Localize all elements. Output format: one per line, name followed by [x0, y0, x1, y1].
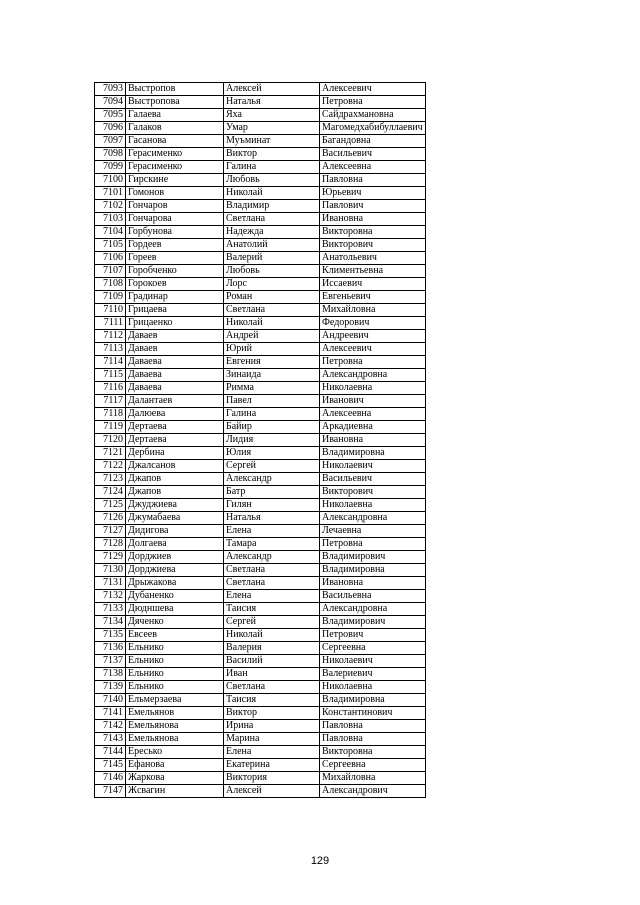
row-number-cell: 7113	[95, 343, 126, 356]
row-number-cell: 7142	[95, 720, 126, 733]
row-number-cell: 7095	[95, 109, 126, 122]
row-number-cell: 7121	[95, 447, 126, 460]
table-row	[95, 655, 426, 668]
row-number-cell: 7129	[95, 551, 126, 564]
table-row	[95, 252, 426, 265]
row-number-cell: 7132	[95, 590, 126, 603]
first-name-cell: Галина	[224, 161, 320, 174]
first-name-cell: Андрей	[224, 330, 320, 343]
first-name-cell: Галина	[224, 408, 320, 421]
first-name-cell: Светлана	[224, 564, 320, 577]
last-name-cell: Гореев	[126, 252, 224, 265]
last-name-cell: Дубаненко	[126, 590, 224, 603]
last-name-cell: Долгаева	[126, 538, 224, 551]
table-row	[95, 590, 426, 603]
table-row	[95, 694, 426, 707]
table-row	[95, 200, 426, 213]
first-name-cell: Светлана	[224, 304, 320, 317]
first-name-cell: Байир	[224, 421, 320, 434]
table-row	[95, 785, 426, 798]
last-name-cell: Выстропов	[126, 83, 224, 96]
row-number-cell: 7147	[95, 785, 126, 798]
row-number-cell: 7114	[95, 356, 126, 369]
patronymic-cell: Васильевна	[320, 590, 426, 603]
last-name-cell: Даваев	[126, 330, 224, 343]
table-row	[95, 122, 426, 135]
row-number-cell: 7111	[95, 317, 126, 330]
patronymic-cell: Ивановна	[320, 213, 426, 226]
patronymic-cell: Климентьевна	[320, 265, 426, 278]
patronymic-cell: Александрович	[320, 785, 426, 798]
patronymic-cell: Евгеньевич	[320, 291, 426, 304]
first-name-cell: Владимир	[224, 200, 320, 213]
last-name-cell: Галаева	[126, 109, 224, 122]
table-row	[95, 304, 426, 317]
patronymic-cell: Павлович	[320, 200, 426, 213]
patronymic-cell: Алексеевич	[320, 343, 426, 356]
table-row	[95, 447, 426, 460]
row-number-cell: 7126	[95, 512, 126, 525]
patronymic-cell: Васильевич	[320, 473, 426, 486]
first-name-cell: Николай	[224, 317, 320, 330]
patronymic-cell: Константинович	[320, 707, 426, 720]
last-name-cell: Евсеев	[126, 629, 224, 642]
patronymic-cell: Петровна	[320, 96, 426, 109]
first-name-cell: Анатолий	[224, 239, 320, 252]
first-name-cell: Наталья	[224, 512, 320, 525]
table-row	[95, 421, 426, 434]
row-number-cell: 7120	[95, 434, 126, 447]
first-name-cell: Марина	[224, 733, 320, 746]
roster-table	[94, 82, 426, 798]
table-row	[95, 161, 426, 174]
table-row	[95, 512, 426, 525]
first-name-cell: Екатерина	[224, 759, 320, 772]
last-name-cell: Жаркова	[126, 772, 224, 785]
patronymic-cell: Ивановна	[320, 577, 426, 590]
table-row	[95, 135, 426, 148]
row-number-cell: 7107	[95, 265, 126, 278]
first-name-cell: Гилян	[224, 499, 320, 512]
last-name-cell: Градинар	[126, 291, 224, 304]
row-number-cell: 7094	[95, 96, 126, 109]
table-row	[95, 668, 426, 681]
first-name-cell: Евгения	[224, 356, 320, 369]
patronymic-cell: Иванович	[320, 395, 426, 408]
patronymic-cell: Владимировна	[320, 564, 426, 577]
row-number-cell: 7100	[95, 174, 126, 187]
patronymic-cell: Алексеевна	[320, 161, 426, 174]
patronymic-cell: Иссаевич	[320, 278, 426, 291]
table-row	[95, 681, 426, 694]
last-name-cell: Герасименко	[126, 148, 224, 161]
last-name-cell: Джумабаева	[126, 512, 224, 525]
last-name-cell: Джапов	[126, 486, 224, 499]
patronymic-cell: Сергеевна	[320, 642, 426, 655]
last-name-cell: Герасименко	[126, 161, 224, 174]
row-number-cell: 7116	[95, 382, 126, 395]
first-name-cell: Виктор	[224, 148, 320, 161]
first-name-cell: Тамара	[224, 538, 320, 551]
table-row	[95, 226, 426, 239]
patronymic-cell: Алексеевна	[320, 408, 426, 421]
last-name-cell: Ельмерзаева	[126, 694, 224, 707]
last-name-cell: Ельнико	[126, 655, 224, 668]
first-name-cell: Елена	[224, 746, 320, 759]
patronymic-cell: Владимировна	[320, 694, 426, 707]
table-row	[95, 96, 426, 109]
last-name-cell: Горбунова	[126, 226, 224, 239]
row-number-cell: 7115	[95, 369, 126, 382]
row-number-cell: 7098	[95, 148, 126, 161]
first-name-cell: Елена	[224, 525, 320, 538]
patronymic-cell: Алексеевич	[320, 83, 426, 96]
table-row	[95, 174, 426, 187]
patronymic-cell: Петровна	[320, 538, 426, 551]
patronymic-cell: Владимировна	[320, 447, 426, 460]
table-row	[95, 187, 426, 200]
table-row	[95, 564, 426, 577]
patronymic-cell: Владимирович	[320, 616, 426, 629]
first-name-cell: Алексей	[224, 785, 320, 798]
patronymic-cell: Николаевна	[320, 499, 426, 512]
last-name-cell: Джалсанов	[126, 460, 224, 473]
first-name-cell: Юлия	[224, 447, 320, 460]
table-row	[95, 642, 426, 655]
row-number-cell: 7124	[95, 486, 126, 499]
table-row	[95, 83, 426, 96]
last-name-cell: Ересько	[126, 746, 224, 759]
table-row	[95, 551, 426, 564]
patronymic-cell: Анатольевич	[320, 252, 426, 265]
row-number-cell: 7141	[95, 707, 126, 720]
table-row	[95, 343, 426, 356]
last-name-cell: Емельянов	[126, 707, 224, 720]
last-name-cell: Дидигова	[126, 525, 224, 538]
patronymic-cell: Александровна	[320, 369, 426, 382]
last-name-cell: Ефанова	[126, 759, 224, 772]
patronymic-cell: Николаевна	[320, 382, 426, 395]
patronymic-cell: Сергеевна	[320, 759, 426, 772]
row-number-cell: 7110	[95, 304, 126, 317]
table-row	[95, 434, 426, 447]
patronymic-cell: Ивановна	[320, 434, 426, 447]
last-name-cell: Емельянова	[126, 720, 224, 733]
row-number-cell: 7118	[95, 408, 126, 421]
last-name-cell: Джуджиева	[126, 499, 224, 512]
first-name-cell: Умар	[224, 122, 320, 135]
last-name-cell: Жсвагин	[126, 785, 224, 798]
row-number-cell: 7134	[95, 616, 126, 629]
last-name-cell: Дрыжакова	[126, 577, 224, 590]
patronymic-cell: Петрович	[320, 629, 426, 642]
table-row	[95, 278, 426, 291]
table-row	[95, 616, 426, 629]
first-name-cell: Николай	[224, 629, 320, 642]
first-name-cell: Валерия	[224, 642, 320, 655]
first-name-cell: Валерий	[224, 252, 320, 265]
patronymic-cell: Николаевич	[320, 655, 426, 668]
patronymic-cell: Николаевна	[320, 681, 426, 694]
patronymic-cell: Магомедхабибуллаевич	[320, 122, 426, 135]
first-name-cell: Любовь	[224, 174, 320, 187]
table-row	[95, 239, 426, 252]
last-name-cell: Дяченко	[126, 616, 224, 629]
row-number-cell: 7104	[95, 226, 126, 239]
row-number-cell: 7140	[95, 694, 126, 707]
table-row	[95, 759, 426, 772]
table-row	[95, 460, 426, 473]
row-number-cell: 7146	[95, 772, 126, 785]
first-name-cell: Николай	[224, 187, 320, 200]
last-name-cell: Дербина	[126, 447, 224, 460]
last-name-cell: Даваева	[126, 369, 224, 382]
first-name-cell: Сергей	[224, 616, 320, 629]
last-name-cell: Даваев	[126, 343, 224, 356]
row-number-cell: 7117	[95, 395, 126, 408]
row-number-cell: 7105	[95, 239, 126, 252]
patronymic-cell: Андреевич	[320, 330, 426, 343]
row-number-cell: 7097	[95, 135, 126, 148]
first-name-cell: Любовь	[224, 265, 320, 278]
table-row	[95, 265, 426, 278]
last-name-cell: Ельнико	[126, 668, 224, 681]
table-row	[95, 330, 426, 343]
row-number-cell: 7119	[95, 421, 126, 434]
page-number: 129	[310, 855, 330, 867]
last-name-cell: Джапов	[126, 473, 224, 486]
table-row	[95, 538, 426, 551]
last-name-cell: Гомонов	[126, 187, 224, 200]
row-number-cell: 7122	[95, 460, 126, 473]
row-number-cell: 7103	[95, 213, 126, 226]
first-name-cell: Виктория	[224, 772, 320, 785]
last-name-cell: Гордеев	[126, 239, 224, 252]
last-name-cell: Далантаев	[126, 395, 224, 408]
row-number-cell: 7130	[95, 564, 126, 577]
first-name-cell: Наталья	[224, 96, 320, 109]
patronymic-cell: Петровна	[320, 356, 426, 369]
first-name-cell: Ирина	[224, 720, 320, 733]
last-name-cell: Дертаева	[126, 421, 224, 434]
table-row	[95, 408, 426, 421]
first-name-cell: Таисия	[224, 603, 320, 616]
patronymic-cell: Павловна	[320, 174, 426, 187]
last-name-cell: Дертаева	[126, 434, 224, 447]
first-name-cell: Александр	[224, 551, 320, 564]
first-name-cell: Лорс	[224, 278, 320, 291]
table-row	[95, 317, 426, 330]
row-number-cell: 7128	[95, 538, 126, 551]
patronymic-cell: Васильевич	[320, 148, 426, 161]
row-number-cell: 7133	[95, 603, 126, 616]
patronymic-cell: Лечаевна	[320, 525, 426, 538]
row-number-cell: 7109	[95, 291, 126, 304]
row-number-cell: 7101	[95, 187, 126, 200]
table-row	[95, 356, 426, 369]
patronymic-cell: Павловна	[320, 733, 426, 746]
row-number-cell: 7099	[95, 161, 126, 174]
last-name-cell: Горобченко	[126, 265, 224, 278]
first-name-cell: Сергей	[224, 460, 320, 473]
row-number-cell: 7136	[95, 642, 126, 655]
table-row	[95, 148, 426, 161]
row-number-cell: 7131	[95, 577, 126, 590]
row-number-cell: 7127	[95, 525, 126, 538]
last-name-cell: Емельянова	[126, 733, 224, 746]
first-name-cell: Александр	[224, 473, 320, 486]
row-number-cell: 7108	[95, 278, 126, 291]
first-name-cell: Виктор	[224, 707, 320, 720]
first-name-cell: Яха	[224, 109, 320, 122]
first-name-cell: Таисия	[224, 694, 320, 707]
last-name-cell: Дорджиев	[126, 551, 224, 564]
first-name-cell: Павел	[224, 395, 320, 408]
last-name-cell: Далюева	[126, 408, 224, 421]
last-name-cell: Гирскине	[126, 174, 224, 187]
last-name-cell: Ельнико	[126, 681, 224, 694]
row-number-cell: 7112	[95, 330, 126, 343]
last-name-cell: Гончарова	[126, 213, 224, 226]
first-name-cell: Елена	[224, 590, 320, 603]
table-row	[95, 486, 426, 499]
row-number-cell: 7144	[95, 746, 126, 759]
first-name-cell: Иван	[224, 668, 320, 681]
table-row	[95, 733, 426, 746]
patronymic-cell: Александровна	[320, 603, 426, 616]
last-name-cell: Даваева	[126, 356, 224, 369]
patronymic-cell: Александровна	[320, 512, 426, 525]
table-row	[95, 369, 426, 382]
patronymic-cell: Владимирович	[320, 551, 426, 564]
table-row	[95, 395, 426, 408]
patronymic-cell: Федорович	[320, 317, 426, 330]
first-name-cell: Василий	[224, 655, 320, 668]
table-row	[95, 109, 426, 122]
last-name-cell: Ельнико	[126, 642, 224, 655]
patronymic-cell: Викторович	[320, 486, 426, 499]
patronymic-cell: Михайловна	[320, 772, 426, 785]
table-row	[95, 603, 426, 616]
table-row	[95, 291, 426, 304]
table-row	[95, 525, 426, 538]
first-name-cell: Юрий	[224, 343, 320, 356]
row-number-cell: 7145	[95, 759, 126, 772]
table-row	[95, 746, 426, 759]
last-name-cell: Гасанова	[126, 135, 224, 148]
patronymic-cell: Сайдрахмановна	[320, 109, 426, 122]
last-name-cell: Дорджиева	[126, 564, 224, 577]
row-number-cell: 7096	[95, 122, 126, 135]
last-name-cell: Горокоев	[126, 278, 224, 291]
row-number-cell: 7125	[95, 499, 126, 512]
patronymic-cell: Валериевич	[320, 668, 426, 681]
first-name-cell: Муъминат	[224, 135, 320, 148]
patronymic-cell: Викторовна	[320, 746, 426, 759]
row-number-cell: 7106	[95, 252, 126, 265]
first-name-cell: Римма	[224, 382, 320, 395]
table-row	[95, 629, 426, 642]
patronymic-cell: Юрьевич	[320, 187, 426, 200]
last-name-cell: Грицаева	[126, 304, 224, 317]
row-number-cell: 7138	[95, 668, 126, 681]
first-name-cell: Светлана	[224, 681, 320, 694]
table-row	[95, 720, 426, 733]
row-number-cell: 7093	[95, 83, 126, 96]
first-name-cell: Роман	[224, 291, 320, 304]
patronymic-cell: Аркадиевна	[320, 421, 426, 434]
table-row	[95, 382, 426, 395]
patronymic-cell: Николаевич	[320, 460, 426, 473]
table-row	[95, 499, 426, 512]
row-number-cell: 7137	[95, 655, 126, 668]
patronymic-cell: Михайловна	[320, 304, 426, 317]
first-name-cell: Алексей	[224, 83, 320, 96]
row-number-cell: 7139	[95, 681, 126, 694]
table-row	[95, 577, 426, 590]
row-number-cell: 7123	[95, 473, 126, 486]
first-name-cell: Зинаида	[224, 369, 320, 382]
last-name-cell: Галаков	[126, 122, 224, 135]
patronymic-cell: Викторовна	[320, 226, 426, 239]
last-name-cell: Даваева	[126, 382, 224, 395]
first-name-cell: Батр	[224, 486, 320, 499]
row-number-cell: 7102	[95, 200, 126, 213]
first-name-cell: Надежда	[224, 226, 320, 239]
table-row	[95, 772, 426, 785]
row-number-cell: 7143	[95, 733, 126, 746]
last-name-cell: Грицаенко	[126, 317, 224, 330]
last-name-cell: Дюдншева	[126, 603, 224, 616]
last-name-cell: Гончаров	[126, 200, 224, 213]
roster-body	[95, 83, 426, 798]
table-row	[95, 473, 426, 486]
patronymic-cell: Багандовна	[320, 135, 426, 148]
table-row	[95, 707, 426, 720]
patronymic-cell: Викторович	[320, 239, 426, 252]
row-number-cell: 7135	[95, 629, 126, 642]
first-name-cell: Светлана	[224, 577, 320, 590]
patronymic-cell: Павловна	[320, 720, 426, 733]
first-name-cell: Лидия	[224, 434, 320, 447]
first-name-cell: Светлана	[224, 213, 320, 226]
table-row	[95, 213, 426, 226]
last-name-cell: Выстропова	[126, 96, 224, 109]
